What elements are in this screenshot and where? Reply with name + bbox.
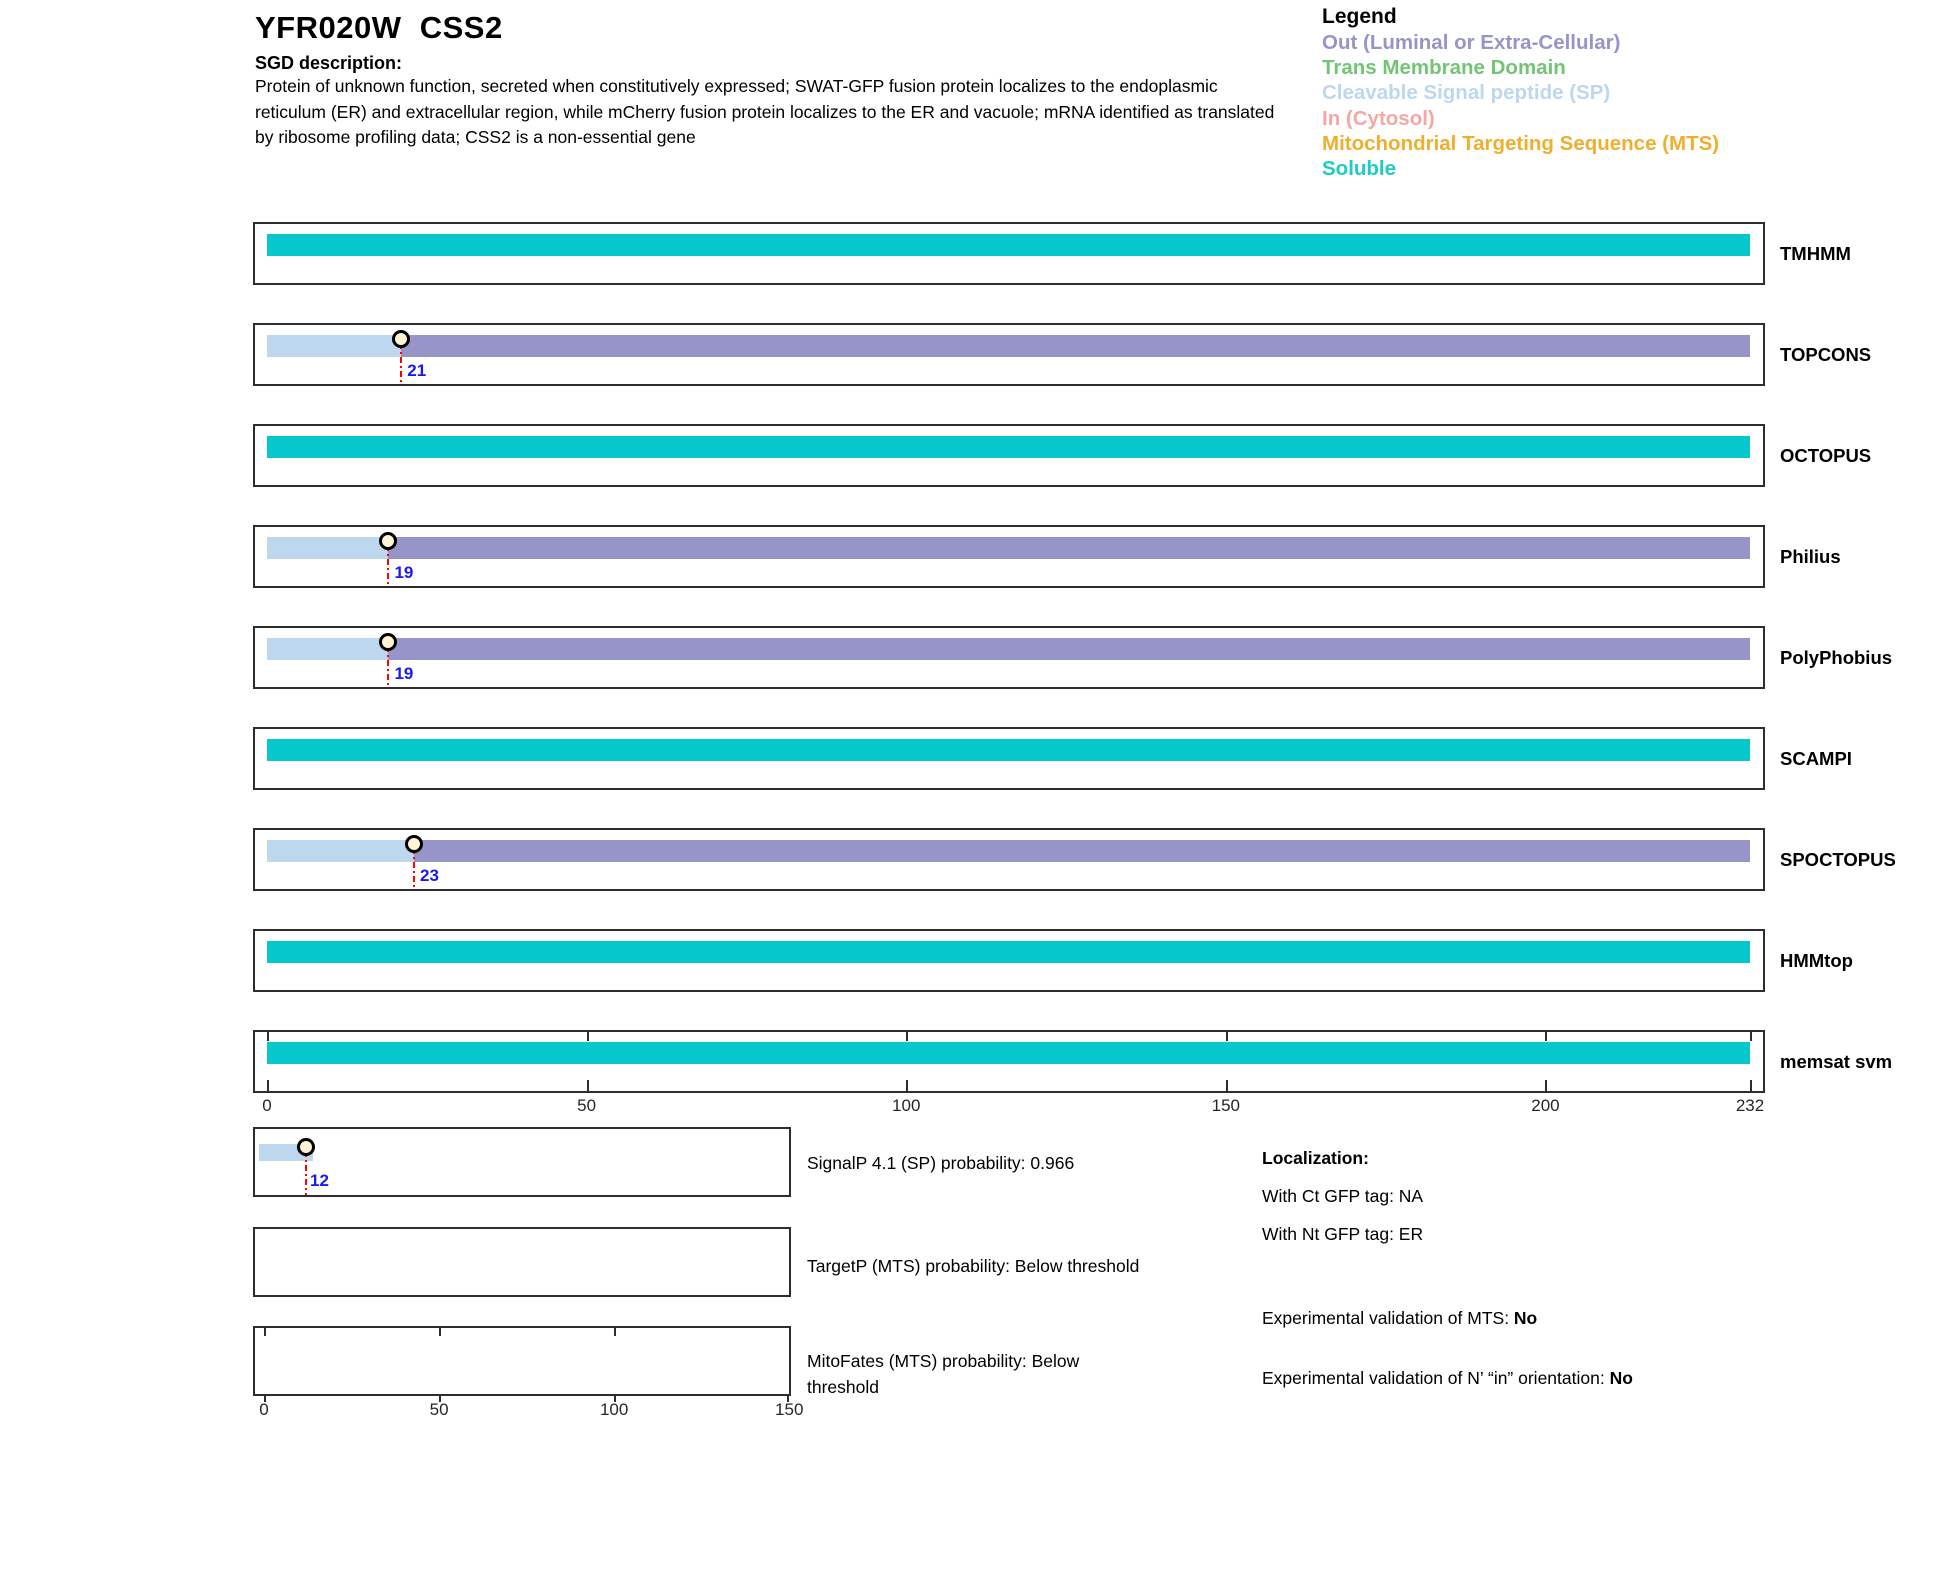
out-segment-bar: [388, 537, 1750, 559]
track-box-octopus: [253, 424, 1765, 487]
track-box-memsat-svm: [253, 1030, 1765, 1093]
residue-axis-label-0: 0: [262, 1096, 272, 1115]
track-box-hmmtop: [253, 929, 1765, 992]
track-box-philius: [253, 525, 1765, 588]
mini-plot-box-3: [253, 1326, 791, 1396]
soluble-bar: [267, 941, 1750, 963]
axis-tick-bottom: [1750, 1080, 1752, 1091]
mini-plot-box-1: [253, 1127, 791, 1197]
axis-tick-bottom: [587, 1080, 589, 1091]
legend-title: Legend: [1322, 5, 1397, 28]
track-box-scampi: [253, 727, 1765, 790]
track-label-philius: Philius: [1780, 546, 1841, 567]
cleavage-site-marker: [405, 835, 423, 853]
soluble-bar: [267, 1042, 1750, 1064]
mini-plot-label-1: SignalP 4.1 (SP) probability: 0.966: [807, 1153, 1075, 1173]
track-label-topcons: TOPCONS: [1780, 344, 1872, 365]
out-segment-bar: [401, 335, 1750, 357]
mini-plot-label-2: TargetP (MTS) probability: Below threshold: [807, 1256, 1140, 1276]
residue-axis-label-50: 50: [577, 1096, 597, 1115]
orientation-validation-value: No: [1609, 1368, 1633, 1388]
legend-item-3: Cleavable Signal peptide (SP): [1322, 81, 1611, 105]
localization-nt-tag: With Nt GFP tag: ER: [1262, 1224, 1424, 1244]
signal-peptide-bar: [267, 537, 388, 559]
probability-axis-label-100: 100: [599, 1400, 629, 1419]
axis-tick-bottom: [1226, 1080, 1228, 1091]
cleavage-dashed-line: [400, 343, 402, 384]
axis-tick-top: [1545, 1032, 1547, 1041]
track-box-tmhmm: [253, 222, 1765, 285]
track-label-memsat-svm: memsat svm: [1780, 1051, 1893, 1072]
cleavage-position-label: 23: [420, 866, 439, 885]
residue-axis-label-200: 200: [1531, 1096, 1560, 1115]
axis-tick-top: [267, 1032, 269, 1041]
mini-plot-box-2: [253, 1227, 791, 1297]
track-box-spoctopus: [253, 828, 1765, 891]
track-label-polyphobius: PolyPhobius: [1780, 647, 1893, 668]
mini-plot-label-3: MitoFates (MTS) probability: Below threshold: [807, 1351, 1080, 1397]
legend: [1322, 4, 1719, 181]
legend-item-5: Mitochondrial Targeting Sequence (MTS): [1322, 131, 1720, 155]
residue-axis-label-150: 150: [1211, 1096, 1241, 1115]
out-segment-bar: [388, 638, 1750, 660]
orientation-validation-label: Experimental validation of N’ “in” orientation:: [1262, 1368, 1610, 1388]
axis-tick-top: [906, 1032, 908, 1041]
cleavage-dashed-line: [413, 848, 415, 889]
track-label-scampi: SCAMPI: [1780, 748, 1852, 769]
legend-item-4: In (Cytosol): [1322, 106, 1435, 130]
track-label-hmmtop: HMMtop: [1780, 950, 1853, 971]
cleavage-dashed-line: [305, 1151, 307, 1195]
cleavage-dashed-line: [387, 545, 389, 586]
mts-validation-value: No: [1513, 1308, 1538, 1328]
legend-items: [1322, 30, 1719, 181]
signal-peptide-bar: [267, 638, 388, 660]
track-box-topcons: [253, 323, 1765, 386]
axis-tick-top: [1226, 1032, 1228, 1041]
axis-tick-top: [439, 1328, 441, 1336]
cleavage-position-label: 21: [407, 361, 427, 380]
mts-validation: [1262, 1308, 1537, 1329]
signal-peptide-bar: [267, 840, 414, 862]
track-box-polyphobius: [253, 626, 1765, 689]
axis-tick-bottom: [1545, 1080, 1547, 1091]
track-label-octopus: OCTOPUS: [1780, 445, 1872, 466]
axis-tick-top: [264, 1328, 266, 1336]
orientation-validation: [1262, 1368, 1633, 1389]
cleavage-position-label: 19: [394, 563, 414, 582]
cleavage-position-label: 19: [394, 664, 414, 683]
soluble-bar: [267, 739, 1750, 761]
cleavage-site-marker: [297, 1138, 315, 1156]
axis-tick-top: [587, 1032, 589, 1041]
probability-axis-label-150: 150: [775, 1400, 804, 1419]
cleavage-dashed-line: [387, 646, 389, 687]
soluble-bar: [267, 234, 1750, 256]
track-label-spoctopus: SPOCTOPUS: [1780, 849, 1896, 870]
sgd-description-label: SGD description:: [255, 53, 403, 73]
axis-tick-top: [614, 1328, 616, 1336]
sgd-description-text: Protein of unknown function, secreted when constitutively expressed; SWAT-GFP fusion protein localizes to the endoplasmic reticulum (ER) and extracellular region, while mCherry fusion protein localizes to the ER and vacuole; mRNA identified as translated by ribosome profiling data; CSS2 is a non-essential gene: [255, 76, 1275, 147]
track-label-tmhmm: TMHMM: [1780, 243, 1851, 264]
legend-item-2: Trans Membrane Domain: [1322, 56, 1566, 80]
residue-axis-label-100: 100: [892, 1096, 921, 1115]
cleavage-position-label: 12: [310, 1171, 329, 1190]
residue-axis-label-232: 232: [1735, 1096, 1765, 1115]
axis-tick-bottom: [267, 1080, 269, 1091]
legend-item-1: Out (Luminal or Extra-Cellular): [1322, 31, 1621, 54]
axis-tick-top: [1750, 1032, 1752, 1041]
legend-item-6: Soluble: [1322, 157, 1397, 181]
localization-ct-tag: With Ct GFP tag: NA: [1262, 1186, 1424, 1206]
page-title: YFR020W CSS2: [255, 10, 503, 45]
probability-axis-label-0: 0: [259, 1400, 269, 1419]
out-segment-bar: [414, 840, 1750, 862]
soluble-bar: [267, 436, 1750, 458]
probability-axis-label-50: 50: [429, 1400, 449, 1419]
axis-tick-bottom: [906, 1080, 908, 1091]
signal-peptide-bar: [267, 335, 401, 357]
mts-validation-label: Experimental validation of MTS:: [1262, 1308, 1514, 1328]
localization-title: Localization:: [1262, 1148, 1369, 1168]
